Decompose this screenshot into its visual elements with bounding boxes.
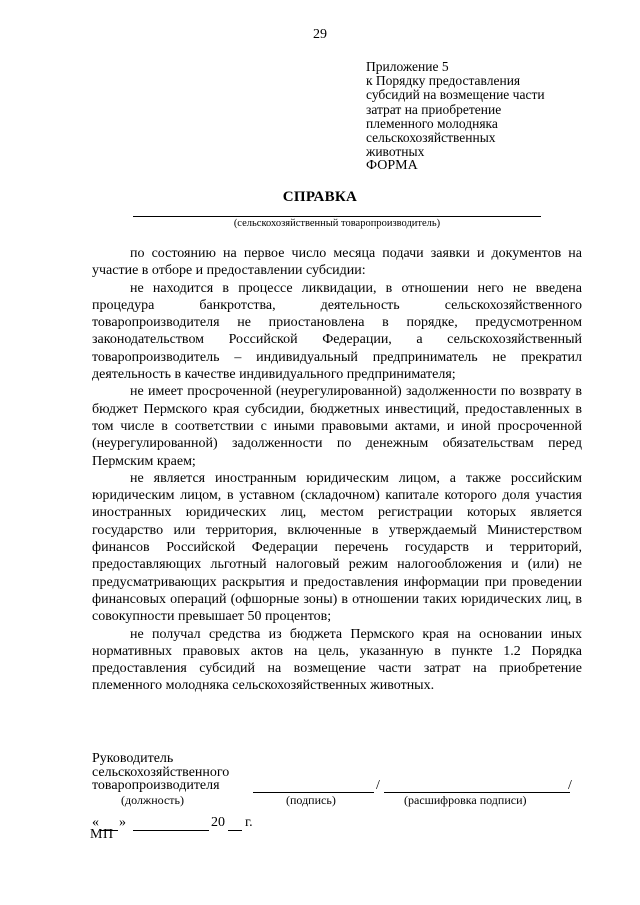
signatory-role xyxy=(92,752,262,793)
appendix-line: сельскохозяйственных xyxy=(366,130,496,146)
role-line: сельскохозяйственного xyxy=(92,764,230,780)
stamp-label: МП xyxy=(90,827,114,842)
body-paragraph: не находится в процессе ликвидации, в отношении него не введена процедура банкротства, деятельность сельскохозяйственного товаропроизводителя не приостановлена в порядке, предусмотренном законодательством Российской Федерации, а сельскохозяйственный товаропроизводитель – индивидуальный предприниматель не прекратил деятельность в качестве индивидуального предпринимателя; xyxy=(92,280,582,383)
producer-caption: (сельскохозяйственный товаропроизводитель) xyxy=(233,218,441,229)
appendix-line: Приложение 5 xyxy=(366,59,449,74)
certificate-body xyxy=(92,245,582,695)
body-paragraph: не является иностранным юридическим лицом, а также российским юридическим лицом, в уставном (складочном) капитале которого доля участия иностранных юридических лиц, местом регистрации которых является государство или территория, включенные в утверждаемый Министерством финансов Российской Федерации перечень государств и территорий, предоставляющих льготный налоговый режим налогообложения и (или) не предусматривающих раскрытия и предоставления информации при проведении финансовых операций (офшорные зоны) в отношении таких юридических лиц, в совокупности превышает 50 процентов; xyxy=(92,470,582,625)
appendix-line: к Порядку предоставления xyxy=(366,73,521,89)
year-blank-line xyxy=(228,830,242,831)
decode-slash: / xyxy=(568,778,572,793)
signature-caption: (подпись) xyxy=(286,793,336,807)
appendix-line: племенного молодняка xyxy=(366,115,498,131)
date-open-quote: « xyxy=(92,815,99,830)
year-prefix: 20 xyxy=(211,815,225,830)
role-line: товаропроизводителя xyxy=(92,778,220,793)
month-blank-line xyxy=(133,830,209,831)
body-paragraph: не получал средства из бюджета Пермского края на основании иных нормативных правовых актов на цель, указанную в пункте 1.2 Порядка предоставления субсидий на возмещение части затрат на приобретение племенного молодняка сельскохозяйственных животных. xyxy=(92,626,582,694)
position-caption: (должность) xyxy=(121,793,184,807)
signature-slash: / xyxy=(376,778,380,793)
form-label: ФОРМА xyxy=(366,158,418,173)
body-paragraph: по состоянию на первое число месяца подачи заявки и документов на участие в отборе и предоставлении субсидии: xyxy=(92,246,582,279)
role-line: Руководитель xyxy=(92,751,174,766)
producer-blank-line xyxy=(133,216,541,217)
year-suffix: г. xyxy=(245,815,253,830)
decode-caption: (расшифровка подписи) xyxy=(404,793,527,807)
body-paragraph: не имеет просроченной (неурегулированной) задолженности по возврату в бюджет Пермского края субсидии, бюджетных инвестиций, предоставленных в том числе в соответствии с иными правовыми актами, и иной просроченной (неурегулированной) задолженности по денежным обязательствам перед Пермским краем; xyxy=(92,384,582,469)
date-close-quote: » xyxy=(119,815,126,830)
document-title: СПРАВКА xyxy=(282,189,358,205)
appendix-line: затрат на приобретение xyxy=(366,101,502,117)
page-number: 29 xyxy=(313,27,327,42)
appendix-line: животных xyxy=(366,144,425,160)
appendix-header xyxy=(366,60,606,159)
appendix-line: субсидий на возмещение части xyxy=(366,87,545,103)
